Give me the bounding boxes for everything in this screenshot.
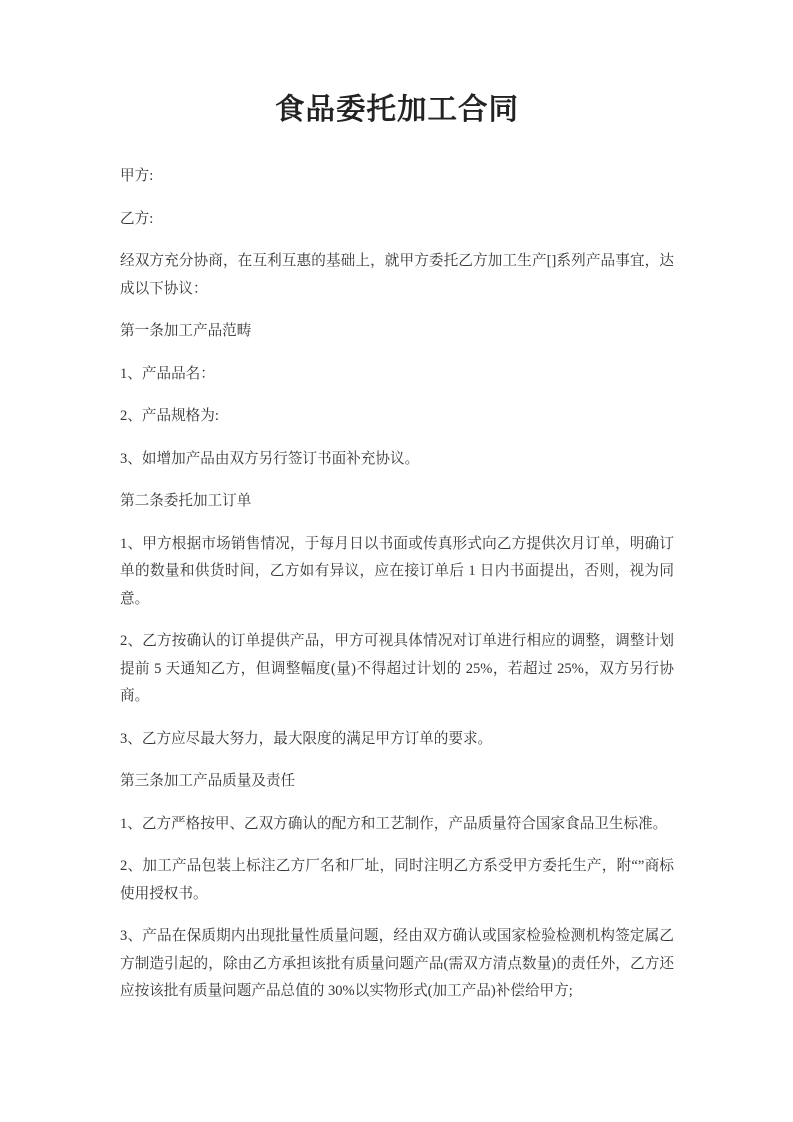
paragraph: 甲方: [120,168,154,184]
paragraph: 1、产品品名： [120,365,215,382]
section-heading: 第二条委托加工订单 [120,493,252,509]
document-body [120,163,674,1006]
paragraph: 3、乙方应尽最大努力，最大限度的满足甲方订单的要求。 [120,730,493,747]
paragraph: 乙方: [120,210,154,227]
paragraph: 3、产品在保质期内出现批量性质量问题，经由双方确认或国家检验检测机构签定属乙方制造引起的，除由乙方承担该批有质量问题产品(需双方清点数量)的责任外，乙方还应按该批有质量问题产品总值的 30%以实物形式(加工产品)补偿给甲方; [120,928,674,999]
section-heading: 第三条加工产品质量及责任 [120,773,296,789]
paragraph: 1、甲方根据市场销售情况，于每月日以书面或传真形式向乙方提供次月订单，明确订单的数量和供货时间，乙方如有异议，应在接订单后 1 日内书面提出，否则，视为同意。 [120,535,674,607]
paragraph: 3、如增加产品由双方另行签订书面补充协议。 [120,450,420,467]
paragraph: 经双方充分协商，在互利互惠的基础上，就甲方委托乙方加工生产[]系列产品事宜，达成以下协议： [120,253,674,297]
document-title: 食品委托加工合同 [274,94,519,126]
paragraph: 2、乙方按确认的订单提供产品，甲方可视具体情况对订单进行相应的调整，调整计划提前 5 天通知乙方，但调整幅度(量)不得超过计划的 25%，若超过 25%，双方另行协商。 [120,633,674,704]
section-heading: 第一条加工产品范畴 [120,323,252,339]
paragraph: 2、加工产品包装上标注乙方厂名和厂址，同时注明乙方系受甲方委托生产，附“”商标使用授权书。 [120,858,674,902]
paragraph: 1、乙方严格按甲、乙双方确认的配方和工艺制作，产品质量符合国家食品卫生标准。 [120,815,668,832]
paragraph: 2、产品规格为: [120,408,219,424]
